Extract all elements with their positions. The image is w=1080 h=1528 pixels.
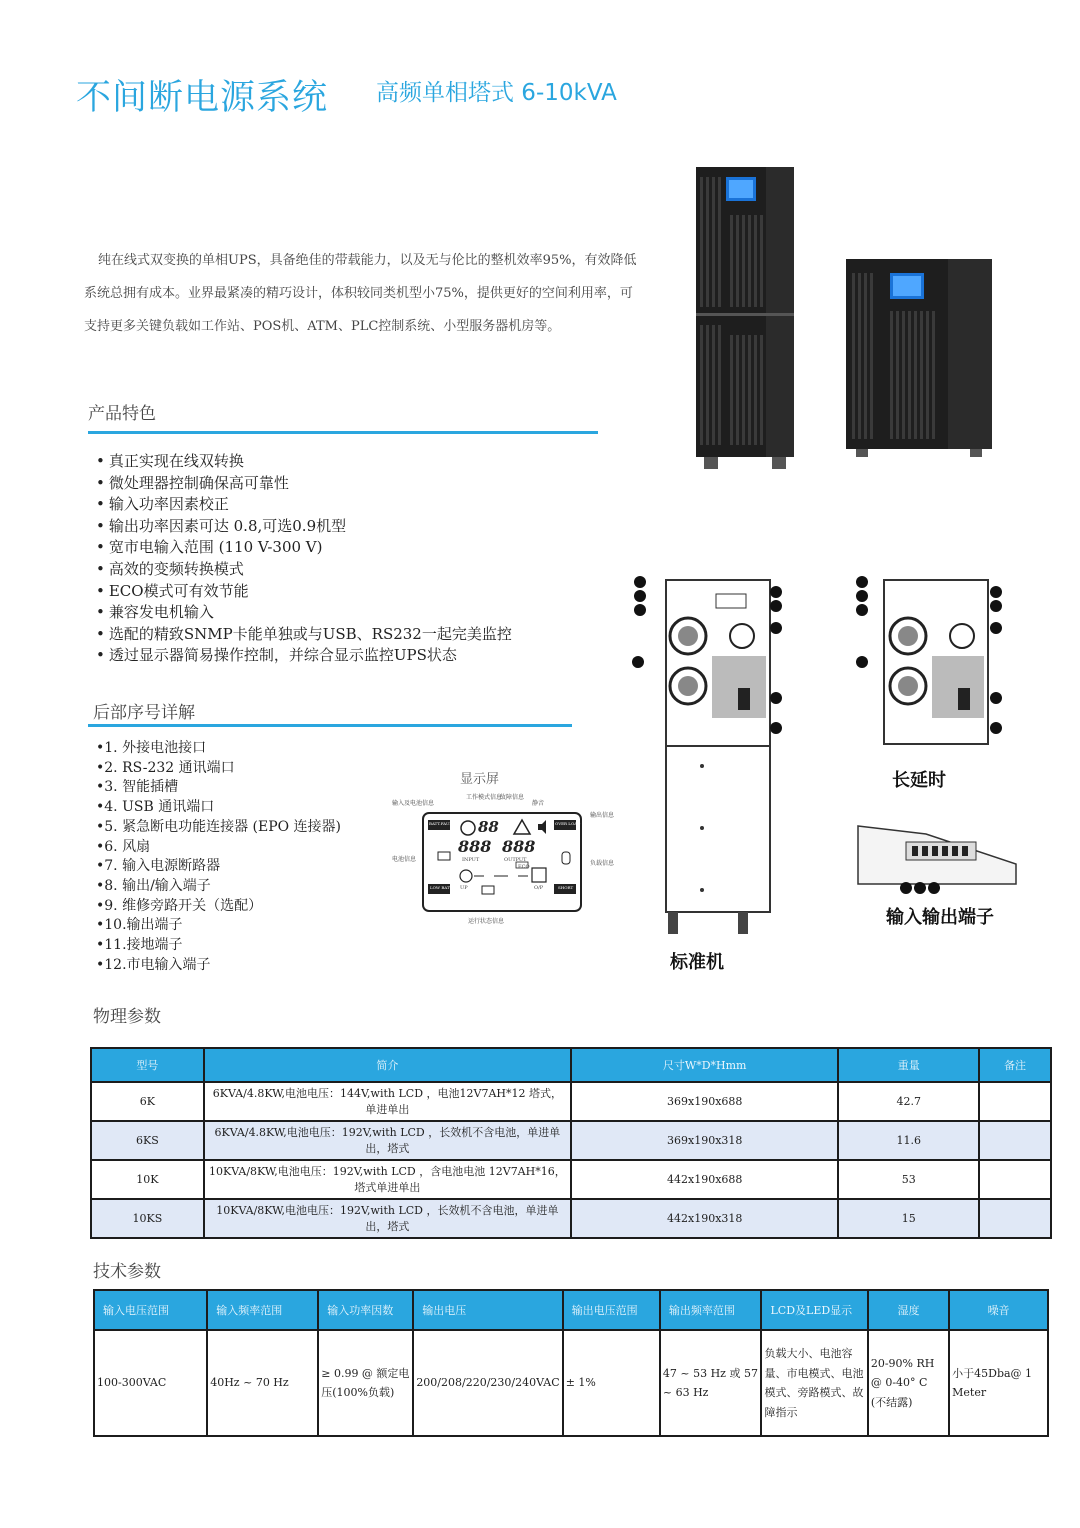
lcd-label-fault: 故障信息 (500, 794, 525, 801)
feature-item: • 选配的精致SNMP卡能单独或与USB、RS232一起完美监控 (96, 624, 512, 646)
lcd-digits-input: 888 (458, 837, 492, 856)
table-row (91, 1082, 1051, 1121)
col-header: 输入频率范围 (207, 1290, 318, 1330)
col-header: 简介 (204, 1048, 571, 1082)
col-header: 重量 (838, 1048, 979, 1082)
cell-input-freq: 40Hz ~ 70 Hz (207, 1330, 318, 1436)
cell-model: 10K (91, 1160, 204, 1199)
lcd-diagram (390, 792, 622, 926)
col-header: 湿度 (868, 1290, 949, 1330)
col-header: 输出电压 (413, 1290, 562, 1330)
lcd-up-label: UP (460, 885, 468, 891)
cell-output-freq: 47 ~ 53 Hz 或 57 ~ 63 Hz (660, 1330, 762, 1436)
feature-item: • 微处理器控制确保高可靠性 (96, 473, 512, 495)
col-header: 备注 (979, 1048, 1051, 1082)
feature-item: • 输出功率因素可达 0.8,可选0.9机型 (96, 516, 512, 538)
cell-note (979, 1160, 1051, 1199)
lcd-label-work-mode: 工作模式信息 (466, 794, 503, 801)
lcd-eco-label: ECO (518, 864, 530, 870)
feature-item: • 真正实现在线双转换 (96, 451, 512, 473)
cell-humidity: 20-90% RH @ 0-40° C (不结露) (868, 1330, 949, 1436)
rear-item: •8. 输出/输入端子 (96, 877, 211, 894)
col-header: 输出电压范围 (563, 1290, 660, 1330)
cell-note (979, 1121, 1051, 1160)
features-list (96, 451, 512, 667)
table-row (94, 1330, 1048, 1436)
lcd-short: SHORT (558, 885, 574, 890)
table-header-row (91, 1048, 1051, 1082)
rear-item: •6. 风扇 (96, 838, 151, 855)
cell-output-range: ± 1% (563, 1330, 660, 1436)
rear-item: •9. 维修旁路开关（选配） (96, 897, 263, 914)
feature-item: • 高效的变频转换模式 (96, 559, 512, 581)
cell-weight: 15 (838, 1199, 979, 1238)
table-row (91, 1160, 1051, 1199)
rear-item: •11.接地端子 (96, 937, 183, 954)
rear-list (96, 739, 341, 975)
features-heading: 产品特色 (88, 404, 156, 424)
table-row (91, 1199, 1051, 1238)
rear-item: •12.市电输入端子 (96, 956, 211, 973)
cell-size: 442x190x688 (571, 1160, 838, 1199)
caption-io-terminal: 输入输出端子 (886, 907, 994, 928)
feature-item: • ECO模式可有效节能 (96, 581, 512, 603)
cell-size: 369x190x318 (571, 1121, 838, 1160)
technical-heading: 技术参数 (93, 1262, 161, 1282)
cell-display: 负载大小、电池容量、市电模式、电池模式、旁路模式、故障指示 (761, 1330, 867, 1436)
col-header: 输入功率因数 (318, 1290, 413, 1330)
technical-table (93, 1289, 1049, 1437)
col-header: 输出频率范围 (660, 1290, 762, 1330)
lcd-over-load: OVER LOAD (555, 821, 581, 826)
cell-size: 442x190x318 (571, 1199, 838, 1238)
lcd-label-load: 负载信息 (590, 860, 615, 867)
cell-model: 6KS (91, 1121, 204, 1160)
feature-item: • 透过显示器简易操作控制，并综合显示监控UPS状态 (96, 645, 512, 667)
col-header: 型号 (91, 1048, 204, 1082)
cell-input-pf: ≥ 0.99 @ 额定电压(100%负载) (318, 1330, 413, 1436)
feature-item: • 兼容发电机输入 (96, 602, 512, 624)
rear-item: •7. 输入电源断路器 (96, 858, 221, 875)
physical-heading: 物理参数 (93, 1007, 161, 1027)
lcd-screen (422, 812, 582, 912)
cell-note (979, 1199, 1051, 1238)
physical-table (90, 1047, 1052, 1239)
lcd-label-output: 输出信息 (590, 812, 615, 819)
ups-product-image (668, 155, 998, 505)
lcd-label-mute: 静音 (532, 800, 545, 807)
feature-item: • 宽市电输入范围 (110 V-300 V) (96, 537, 512, 559)
lcd-digits-top: 88 (478, 818, 499, 836)
rear-item: •1. 外接电池接口 (96, 740, 207, 756)
cell-model: 10KS (91, 1199, 204, 1238)
rear-item: •5. 紧急断电功能连接器 (EPO 连接器) (96, 818, 342, 835)
col-header: LCD及LED显示 (761, 1290, 867, 1330)
cell-weight: 11.6 (838, 1121, 979, 1160)
page-subtitle: 高频单相塔式 6-10kVA (376, 80, 617, 106)
intro-paragraph: 纯在线式双变换的单相UPS，具备绝佳的带载能力，以及无与伦比的整机效率95%，有效降低系统总拥有成本。业界最紧凑的精巧设计，体积较同类机型小75%，提供更好的空间利用率，可支持更多关键负载如工作站、POS机、ATM、PLC控制系统、小型服务器机房等。 (84, 253, 637, 334)
page-title: 不间断电源系统 (76, 78, 329, 118)
lcd-input-label: INPUT (462, 857, 480, 863)
lcd-batt-fault: BATT.FAULT (429, 821, 455, 826)
cell-model: 6K (91, 1082, 204, 1121)
cell-weight: 53 (838, 1160, 979, 1199)
rear-item: •4. USB 通讯端口 (96, 799, 215, 816)
table-header-row (94, 1290, 1048, 1330)
rear-item: •2. RS-232 通讯端口 (96, 759, 235, 776)
rear-item: •10.输出端子 (96, 917, 183, 934)
col-header: 噪音 (949, 1290, 1048, 1330)
lcd-label-battery: 电池信息 (392, 856, 417, 863)
cell-input-voltage: 100-300VAC (94, 1330, 207, 1436)
rear-rule (88, 724, 572, 727)
cell-desc: 10KVA/8KW,电池电压：192V,with LCD ，长效机不含电池，单进单出，塔式 (204, 1199, 571, 1238)
feature-item: • 输入功率因素校正 (96, 494, 512, 516)
lcd-op-label: O/P (534, 885, 544, 891)
lcd-output-label: OUTPUT (504, 857, 527, 863)
col-header: 尺寸W*D*Hmm (571, 1048, 838, 1082)
cell-weight: 42.7 (838, 1082, 979, 1121)
rear-item: •3. 智能插槽 (96, 779, 179, 796)
rear-heading: 后部序号详解 (93, 703, 195, 723)
cell-size: 369x190x688 (571, 1082, 838, 1121)
cell-noise: 小于45Dba@ 1 Meter (949, 1330, 1048, 1436)
display-title: 显示屏 (460, 772, 500, 787)
lcd-label-input-battery: 输入及电池信息 (392, 800, 435, 807)
table-row (91, 1121, 1051, 1160)
lcd-low-batt: LOW BATT. (430, 885, 454, 890)
cell-desc: 6KVA/4.8KW,电池电压：144V,with LCD ，电池12V7AH*12 塔式，单进单出 (204, 1082, 571, 1121)
lcd-digits-output: 888 (502, 837, 536, 856)
caption-long-run: 长延时 (892, 770, 946, 791)
col-header: 输入电压范围 (94, 1290, 207, 1330)
caption-standard: 标准机 (670, 952, 724, 973)
cell-desc: 6KVA/4.8KW,电池电压：192V,with LCD ，长效机不含电池，单进单出，塔式 (204, 1121, 571, 1160)
cell-note (979, 1082, 1051, 1121)
lcd-label-run-state: 运行状态信息 (468, 918, 505, 925)
cell-desc: 10KVA/8KW,电池电压：192V,with LCD ，含电池电池 12V7AH*16，塔式单进单出 (204, 1160, 571, 1199)
features-rule (88, 431, 598, 434)
cell-output-voltage: 200/208/220/230/240VAC (413, 1330, 562, 1436)
